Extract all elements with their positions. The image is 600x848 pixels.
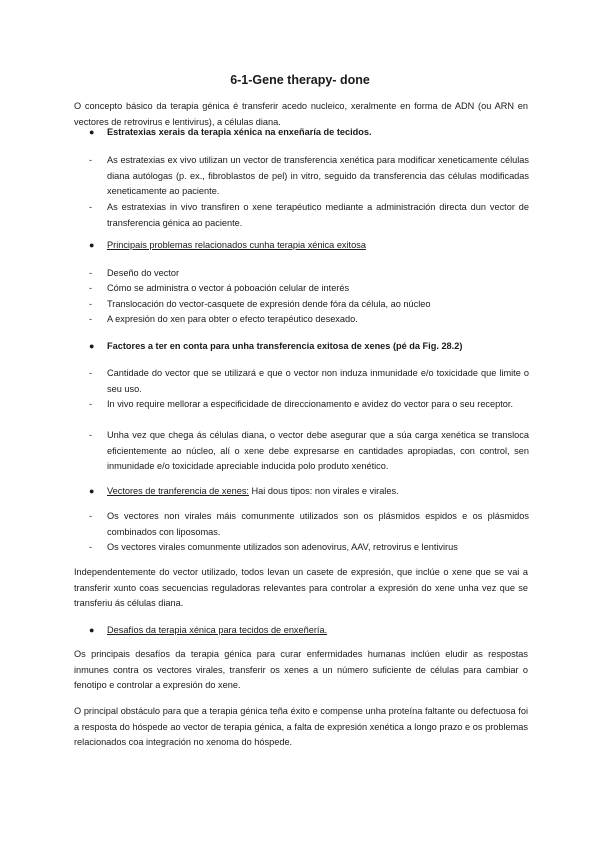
bullet-icon: ● [89,240,95,250]
dash-icon: - [89,202,93,212]
dash-icon: - [89,542,93,552]
dash-icon: - [89,368,93,378]
dash-icon: - [89,511,93,521]
bullet-icon: ● [89,127,95,137]
bullet-icon: ● [89,625,95,635]
paragraph-expression-cassette: Independentemente do vector utilizado, todos levan un casete de expresión, que inclúe o xene que se vai a transferir xunto coas secuencias reguladoras relevantes para controlar a expresión do xene unha vez que se transferiu ás células diana. [74,567,528,609]
document-page: 6-1-Gene therapy- done O concepto básico da terapia génica é transferir acedo nucleico, xeralmente en forma de ADN (ou ARN en vectores de retrovirus e lentivirus), a células diana. ● Estratexias xerais da terapia xénica na enxeñaría de tecidos. - As estratexias ex vivo utilizan un vector de transferencia xenética para modificar xeneticamente células diana autólogas (p. ex., fibroblastos de pel) in vitro, seguido da transferencia das células modificadas xeneticamente ao paciente. - As estratexias in vivo transfiren o xene terapéutico mediante a administración directa dun vector de transferencia génica ao paciente. ● Principais problemas relacionados cunha terapia xénica exitosa - Deseño do vector - Cómo se administra o vector á poboación celular de interés - Translocación do vector-casquete de expresión dende fóra da célula, ao núcleo - A expresión do xen para obter o efecto terapéutico desexado. ● Factores a ter en conta para unha transferencia exitosa de xenes (pé da Fig. 28.2) - Cantidade do vector que se utilizará e que o vector non induza inmunidade e/o toxicidade que limite o seu uso. - In vivo require mellorar a especificidade de direccionamento e avidez do vector para o seu receptor. - Unha vez que chega ás células diana, o vector debe asegurar que a súa carga xenética se transloca eficientemente ao núcleo, alí o xene debe expresarse en cantidades apropiadas, con control, sen inmunidade e/o toxicidade apreciable inducida polo produto xenético. ● Vectores de tranferencia de xenes: Hai dous tipos: non virales e virales. - Os vectores non virales máis comunmente utilizados son os plásmidos espidos e os plásmidos combinados con liposomas. - Os vectores virales comunmente utilizados son adenovirus, AAV, retrovirus e lentivirus Independentemente do vector utilizado, todos levan un casete de expresión, que inclúe o xene que se vai a transferir xunto coas secuencias reguladoras relevantes para controlar a expresión do xene unha vez que se transferiu ás células diana. ● Desafíos da terapia xénica para tecidos de enxeñería. Os principais desafíos da terapia génica para curar enfermidades humanas inclúen eludir as respostas inmunes contra os vectores virales, transferir os xenes a un número suficiente de células para cambiar o fenotipo e controlar a expresión do xene. O principal obstáculo para que a terapia génica teña éxito e compense unha proteína faltante ou defectuosa foi a resposta do hóspede ao vector de terapia génica, a falta de expresión xenética a longo prazo e os problemas relacionados coa integración no xenoma do hóspede. [0,0,600,848]
dash-icon: - [89,299,93,309]
page-title: 6-1-Gene therapy- done [230,73,370,87]
bullet-icon: ● [89,486,95,496]
dash-icon: - [89,430,93,440]
intro-paragraph: O concepto básico da terapia génica é transferir acedo nucleico, xeralmente en forma de ADN (ou ARN en vectores de retrovirus e lentivirus), a células diana. [74,101,528,127]
dash-icon: - [89,399,93,409]
paragraph-obstacles: O principal obstáculo para que a terapia génica teña éxito e compense unha proteína faltante ou defectuosa foi a resposta do hóspede ao vector de terapia génica, a falta de expresión xenética a longo prazo e os problemas relacionados coa integración no xenoma do hóspede. [74,706,528,748]
bullet-icon: ● [89,341,95,351]
paragraph-challenges: Os principais desafíos da terapia génica para curar enfermidades humanas inclúen eludir as respostas inmunes contra os vectores virales, transferir os xenes a un número suficiente de células para cambiar o fenotipo e controlar a expresión do xene. [74,649,528,691]
dash-icon: - [89,268,93,278]
dash-icon: - [89,283,93,293]
dash-icon: - [89,314,93,324]
dash-icon: - [89,155,93,165]
